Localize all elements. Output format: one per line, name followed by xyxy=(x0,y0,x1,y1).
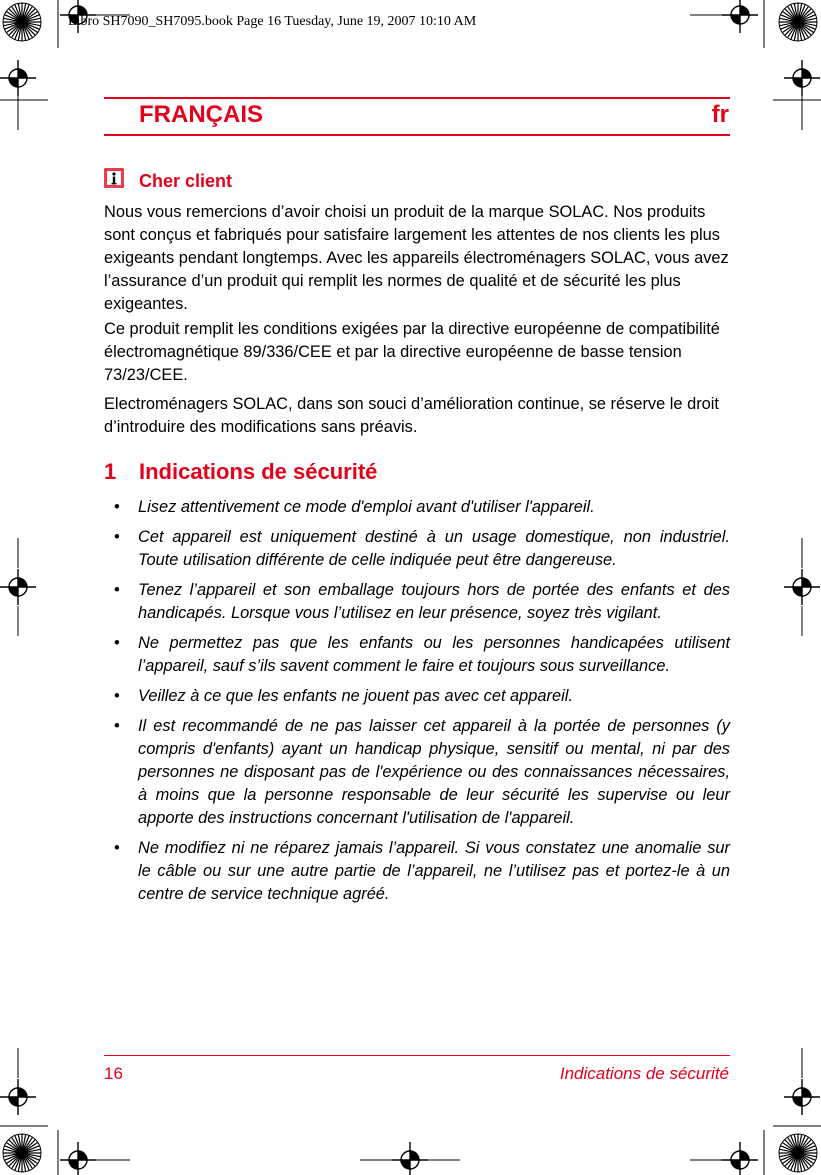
list-item: • Il est recommandé de ne pas laisser cet appareil à la portée de personnes (y compris d'enfants) ayant un handicap physique, sensitif ou mental, ni par des personnes ne disposant pas de l'expérience ou des connaissances nécessaires, à moins que la personne responsable de leur sécurité les supervise ou leur apporte des instructions concernant l'utilisation de l'appareil. xyxy=(114,717,730,827)
list-item: • Ne permettez pas que les enfants ou les personnes handicapées utilisent l’appareil, sauf s’ils savent comment le faire et toujours sous surveillance. xyxy=(114,634,730,675)
list-item: • Tenez l’appareil et son emballage toujours hors de portée des enfants et des handicapés. Lorsque vous l’utilisez en leur présence, soyez très vigilant. xyxy=(114,581,730,622)
section-heading xyxy=(104,459,377,485)
list-item-text: Il est recommandé de ne pas laisser cet appareil à la portée de personnes (y compris d'enfants) ayant un handicap physique, sensitif ou mental, ni par des personnes ne disposant pas de l'expérience ou des connaissances nécessaires, à moins que la personne responsable de leur sécurité les supervise ou leur apporte des instructions concernant l'utilisation de l'appareil. xyxy=(138,717,730,827)
list-item-text: Lisez attentivement ce mode d'emploi avant d'utiliser l'appareil. xyxy=(138,498,595,516)
list-item-text: Ne permettez pas que les enfants ou les personnes handicapées utilisent l’appareil, sauf s’ils savent comment le faire et toujours sous surveillance. xyxy=(138,634,730,675)
list-item-text: Cet appareil est uniquement destiné à un usage domestique, non industriel. Toute utilisation différente de celle indiquée peut être dangereuse. xyxy=(138,528,730,569)
footer-section-title: Indications de sécurité xyxy=(559,1064,729,1083)
list-item-text: Ne modifiez ni ne réparez jamais l’appareil. Si vous constatez une anomalie sur le câble ou sur une autre partie de l’appareil, ne l’utilisez pas et portez-le à un centre de service technique agréé. xyxy=(138,839,730,903)
list-item: • Lisez attentivement ce mode d'emploi avant d'utiliser l'appareil. xyxy=(114,498,595,516)
list-item: • Cet appareil est uniquement destiné à un usage domestique, non industriel. Toute utilisation différente de celle indiquée peut être dangereuse. xyxy=(114,528,730,569)
list-item-text: Veillez à ce que les enfants ne jouent pas avec cet appareil. xyxy=(138,687,573,705)
intro-paragraph-1: Nous vous remercions d’avoir choisi un produit de la marque SOLAC. Nos produits sont conçus et fabriqués pour satisfaire largement les attentes de nos clients les plus exigeants pendant longtemps. Avec les appareils électroménagers SOLAC, vous avez l’assurance d’un produit qui remplit les normes de qualité et de sécurité les plus exigeantes. xyxy=(104,203,729,313)
intro-paragraph-3: Electroménagers SOLAC, dans son souci d’amélioration continue, se réserve le droit d’introduire des modifications sans préavis. xyxy=(104,395,719,436)
language-code: fr xyxy=(711,101,729,128)
page-language-title: FRANÇAIS xyxy=(139,101,263,128)
list-item: • Ne modifiez ni ne réparez jamais l’appareil. Si vous constatez une anomalie sur le câble ou sur une autre partie de l’appareil, ne l’utilisez pas et portez-le à un centre de service technique agréé. xyxy=(114,839,730,903)
safety-instructions-list xyxy=(114,496,730,913)
list-item-text: Tenez l’appareil et son emballage toujours hors de portée des enfants et des handicapés. Lorsque vous l’utilisez en leur présence, soyez très vigilant. xyxy=(138,581,730,622)
page-number: 16 xyxy=(104,1064,123,1083)
list-item: • Veillez à ce que les enfants ne jouent pas avec cet appareil. xyxy=(114,687,573,705)
info-icon xyxy=(103,167,125,189)
intro-heading: Cher client xyxy=(139,171,233,191)
header-bottom-rule xyxy=(104,134,730,136)
section-number: 1 xyxy=(104,459,117,484)
header-top-rule xyxy=(104,97,730,99)
footer-rule xyxy=(104,1055,730,1056)
intro-paragraph-2: Ce produit remplit les conditions exigées par la directive européenne de compatibilité électromagnétique 89/336/CEE et par la directive européenne de basse tension 73/23/CEE. xyxy=(104,320,720,384)
section-title: Indications de sécurité xyxy=(139,459,378,484)
print-slug: Libro SH7090_SH7095.book Page 16 Tuesday, June 19, 2007 10:10 AM xyxy=(68,14,477,29)
